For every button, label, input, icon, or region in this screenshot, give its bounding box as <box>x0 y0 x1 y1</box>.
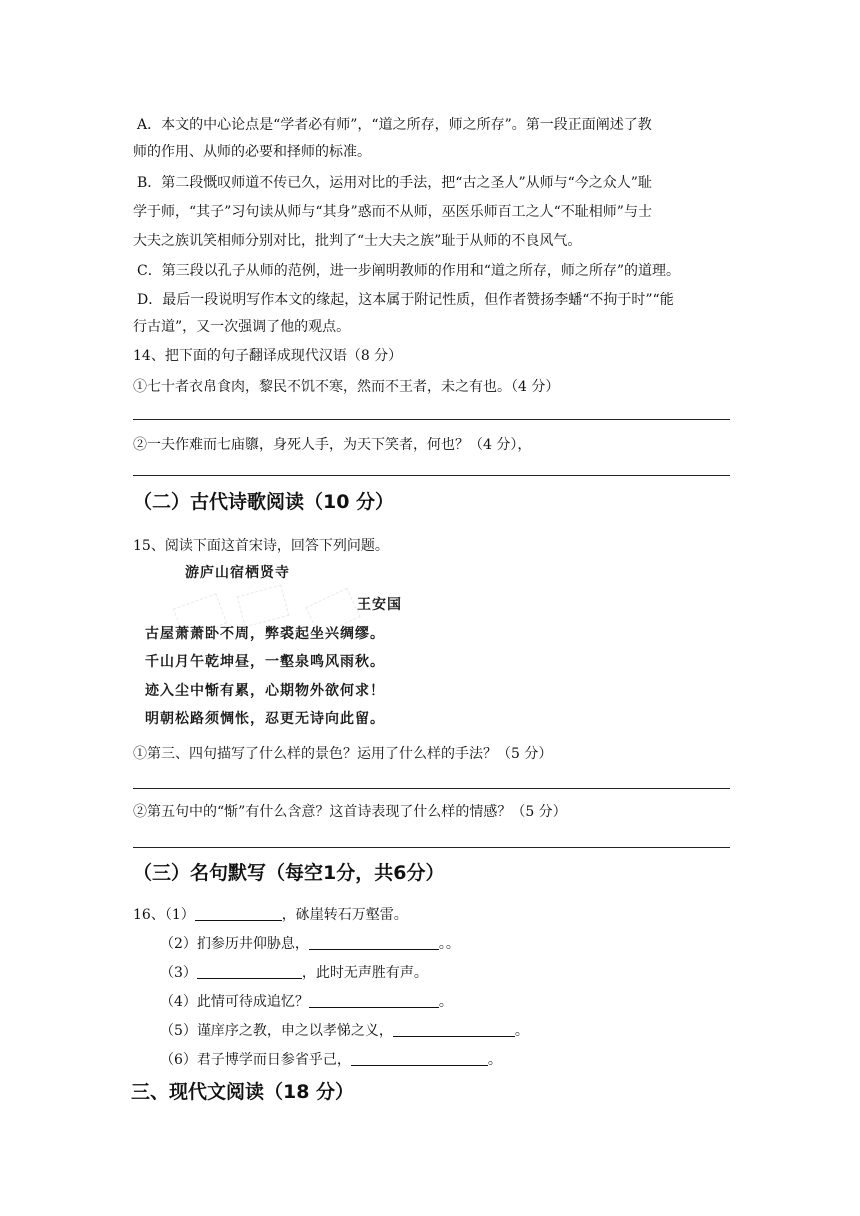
section-heading-quotes: （三）名句默写（每空1分，共6分） <box>133 862 445 884</box>
quote-item-6 <box>160 1051 502 1069</box>
quote-number: （5） <box>160 1023 197 1039</box>
option-b-line1: B．第二段慨叹师道不传已久，运用对比的手法，把“古之圣人”从师与“今之众人”耻 <box>137 175 652 191</box>
quote-after: 。 <box>438 994 453 1010</box>
quote-after: ，砯崖转石万壑雷。 <box>281 907 408 923</box>
q14-title: 14、把下面的句子翻译成现代汉语（8 分） <box>133 348 403 364</box>
fill-blank[interactable] <box>309 935 439 950</box>
fill-blank[interactable] <box>197 964 302 979</box>
q15-question-2: ②第五句中的“惭”有什么含意？这首诗表现了什么样的情感？（5 分） <box>133 804 567 820</box>
option-b-line3: 大夫之族讥笑相师分别对比，批判了“士大夫之族”耻于从师的不良风气。 <box>133 233 582 249</box>
quote-item-1 <box>133 906 408 924</box>
option-b-line2: 学于师，“其子”习句读从师与“其身”惑而不从师，巫医乐师百工之人“不耻相师”与士 <box>133 204 652 220</box>
option-d-line2: 行古道”，又一次强调了他的观点。 <box>133 319 351 335</box>
answer-line[interactable] <box>133 788 730 789</box>
quote-before: 扪参历井仰胁息， <box>196 936 309 952</box>
quote-number: （4） <box>160 994 197 1010</box>
q14-sentence-1: ①七十者衣帛食肉，黎民不饥不寒，然而不王者，未之有也。（4 分） <box>133 379 560 395</box>
quote-number: （2） <box>160 936 197 952</box>
quote-number: （6） <box>160 1052 197 1068</box>
poem-line: 明朝松路须惆怅，忍更无诗向此留。 <box>145 711 385 727</box>
quote-after: 。 <box>487 1052 502 1068</box>
fill-blank[interactable] <box>351 1051 488 1066</box>
quote-item-5 <box>160 1022 529 1040</box>
section-heading-poetry: （二）古代诗歌阅读（10 分） <box>133 491 395 513</box>
poem-title: 游庐山宿栖贤寺 <box>185 565 290 581</box>
answer-line[interactable] <box>133 847 730 848</box>
quote-before: 此情可待成追忆？ <box>196 994 309 1010</box>
fill-blank[interactable] <box>309 993 439 1008</box>
option-a-line1: A．本文的中心论点是“学者必有师”，“道之所存，师之所存”。第一段正面阐述了教 <box>137 117 652 133</box>
quote-number: 16、（1） <box>133 907 195 923</box>
q15-title: 15、阅读下面这首宋诗，回答下列问题。 <box>133 538 389 554</box>
q15-question-1: ①第三、四句描写了什么样的景色？运用了什么样的手法？（5 分） <box>133 746 553 762</box>
poem-line: 千山月午乾坤昼，一壑泉鸣风雨秋。 <box>145 654 385 670</box>
watermark-stamp <box>237 585 290 628</box>
poem-line: 古屋萧萧卧不周，弊裘起坐兴绸缪。 <box>145 626 385 642</box>
poem-image <box>145 560 415 735</box>
section-heading-modern: 三、现代文阅读（18 分） <box>131 1081 355 1103</box>
quote-item-2 <box>160 935 460 953</box>
option-c-line1: C．第三段以孔子从师的范例，进一步阐明教师的作用和“道之所存，师之所存”的道理。 <box>137 263 681 279</box>
answer-line[interactable] <box>133 475 730 476</box>
quote-number: （3） <box>160 965 197 981</box>
q14-sentence-2: ②一夫作难而七庙隳，身死人手，为天下笑者，何也？（4 分）， <box>133 437 532 453</box>
quote-before: 君子博学而日参省乎己， <box>196 1052 351 1068</box>
option-a-line2: 师的作用、从师的必要和择师的标准。 <box>133 144 371 160</box>
option-d-line1: D．最后一段说明写作本文的缘起，这本属于附记性质，但作者赞扬李蟠“不拘于时”“能 <box>137 292 674 308</box>
poem-line: 迹入尘中惭有累，心期物外欲何求！ <box>145 683 385 699</box>
fill-blank[interactable] <box>195 906 282 921</box>
quote-after: 。。 <box>438 936 460 952</box>
quote-item-3 <box>160 964 428 982</box>
quote-after: ，此时无声胜有声。 <box>301 965 428 981</box>
answer-line[interactable] <box>133 419 730 420</box>
fill-blank[interactable] <box>393 1022 515 1037</box>
poem-author: 王安国 <box>357 597 402 613</box>
quote-item-4 <box>160 993 453 1011</box>
quote-after: 。 <box>514 1023 529 1039</box>
quote-before: 谨庠序之教，申之以孝悌之义， <box>196 1023 393 1039</box>
